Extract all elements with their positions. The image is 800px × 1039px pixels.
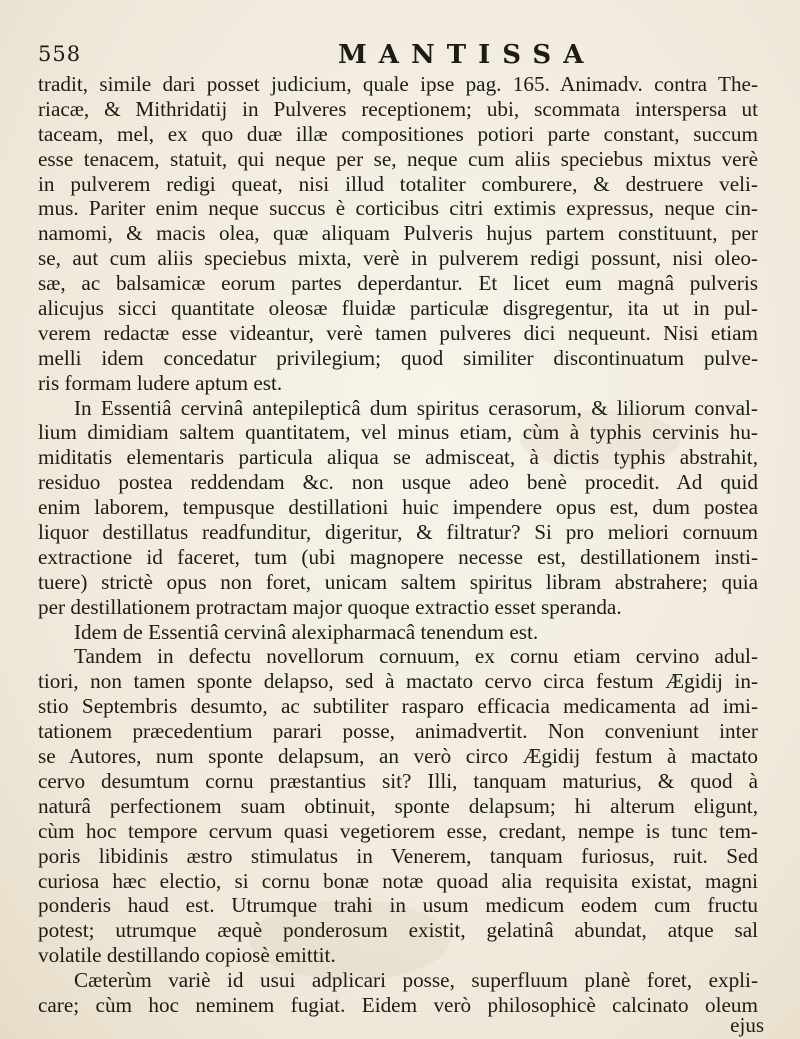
text-line: Cæterùm variè id usui adplicari posse, superfluum planè foret, expli- — [74, 968, 758, 993]
catchword: ejus — [730, 1013, 764, 1037]
text-line: extractione id faceret, tum (ubi magnopere necesse est, destillationem insti- — [38, 544, 758, 569]
text-line: tiori, non tamen sponte delapso, sed à mactato cervo circa festum Ægidij in- — [38, 669, 758, 694]
text-line: naturâ perfectionem suam obtinuit, sponte delapsum; hi alterum eligunt, — [38, 793, 758, 818]
text-line: per destillationem protractam major quoque extractio esset speranda. — [38, 594, 622, 619]
text-line: lium dimidiam saltem quantitatem, vel minus etiam, cùm à typhis cervinis hu- — [38, 420, 758, 445]
text-line: se, aut cum aliis speciebus mixta, verè in pulverem redigi possunt, nisi oleo- — [38, 246, 758, 271]
text-line: liquor destillatus readfunditur, digeritur, & filtratur? Si pro meliori cornuum — [38, 520, 758, 545]
text-line: namomi, & macis olea, quæ aliquam Pulveris hujus partem constituunt, per — [38, 221, 758, 246]
body-text — [38, 72, 758, 1018]
text-line: tradit, simile dari posset judicium, quale ipse pag. 165. Animadv. contra The- — [38, 72, 758, 96]
text-line: potest; utrumque æquè ponderosum existit, gelatinâ abundat, atque sal — [38, 918, 758, 943]
text-line: in pulverem redigi queat, nisi illud totaliter comburere, & destruere veli- — [38, 171, 758, 196]
text-line: In Essentiâ cervinâ antepilepticâ dum spiritus cerasorum, & liliorum conval- — [74, 395, 758, 420]
text-line: tationem præcedentium parari posse, animadvertit. Non conveniunt inter — [38, 719, 758, 744]
text-line: volatile destillando copiosè emittit. — [38, 943, 336, 968]
text-line: residuo postea reddendam &c. non usque adeo benè procedit. Ad quid — [38, 470, 758, 495]
text-line: poris libidinis æstro stimulatus in Venerem, tanquam furiosus, ruit. Sed — [38, 843, 758, 868]
text-line: ponderis haud est. Utrumque trahi in usum medicum eodem cum fructu — [38, 893, 758, 918]
text-line: mus. Pariter enim neque succus è corticibus citri extimis expressus, neque cin- — [38, 196, 758, 221]
text-line: ris formam ludere aptum est. — [38, 370, 283, 395]
text-line: cùm hoc tempore cervum quasi vegetiorem esse, credant, nempe is tunc tem- — [38, 818, 758, 843]
text-line: care; cùm hoc neminem fugiat. Eidem verò philosophicè calcinato oleum — [38, 992, 758, 1017]
text-line: miditatis elementaris particula aliqua se admisceat, à dictis typhis abstrahit, — [38, 445, 758, 470]
text-line: riacæ, & Mithridatij in Pulveres receptionem; ubi, scommata interspersa ut — [38, 96, 758, 121]
text-line: Tandem in defectu novellorum cornuum, ex cornu etiam cervino adul- — [74, 644, 758, 669]
text-line: melli idem concedatur privilegium; quod similiter discontinuatum pulve- — [38, 345, 758, 370]
running-head: MANTISSA — [338, 40, 596, 70]
text-line: taceam, mel, ex quo duæ illæ compositiones potiori parte constant, succum — [38, 121, 758, 146]
text-line: curiosa hæc electio, si cornu bonæ notæ quoad alia requisita existat, magni — [38, 868, 758, 893]
text-line: alicujus sicci quantitate oleosæ fluidæ particulæ disgregentur, ita ut in pul- — [38, 296, 758, 321]
text-line: se Autores, num sponte delapsum, an verò circo Ægidij festum à mactato — [38, 744, 758, 769]
text-line: Idem de Essentiâ cervinâ alexipharmacâ tenendum est. — [74, 619, 539, 644]
page-header — [38, 40, 758, 72]
text-line: tuere) strictè opus non foret, unicam saltem spiritus libram abstrahere; quia — [38, 569, 758, 594]
text-line: stio Septembris desumto, ac subtiliter rasparo efficacia medicamenta ad imi- — [38, 694, 758, 719]
text-line: enim laborem, tempusque destillationi huic impendere opus est, dum postea — [38, 495, 758, 520]
text-line: esse tenacem, statuit, qui neque per se, neque cum aliis speciebus mixtus verè — [38, 146, 758, 171]
page-number: 558 — [38, 42, 82, 66]
text-line: verem redactæ esse videantur, verè tamen pulveres dici nequeunt. Nisi etiam — [38, 320, 758, 345]
text-line: sæ, ac balsamicæ eorum partes deperdantur. Et licet eum magnâ pulveris — [38, 271, 758, 296]
text-line: cervo desumtum cornu præstantius sit? Illi, tanquam maturius, & quod à — [38, 768, 758, 793]
